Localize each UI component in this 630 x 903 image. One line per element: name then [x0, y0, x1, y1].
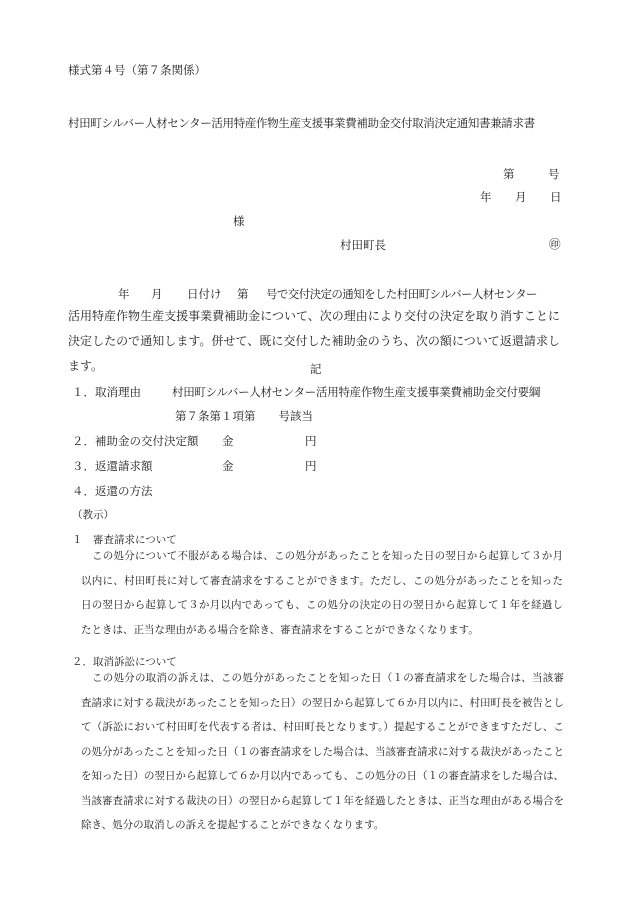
item1-value-line2: 第７条第１項第 号該当 [175, 409, 313, 423]
body-dai: 第 [237, 287, 249, 301]
ki-mark: 記 [310, 362, 322, 376]
item4-label: ４．返還の方法 [72, 484, 153, 498]
date-day: 日 [550, 190, 562, 204]
notice-s2-title: ２．取消訴訟について [72, 656, 177, 668]
notice-s2-text: この処分の取消の訴えは、この処分があったことを知った日（１の審査請求をした場合は、当該審査請求に対する裁決があったことを知った日）の翌日から起算して６か月以内に、村田町長を被告として（訴訟において村田町を代表する者は、村田町長となります。）提起することができますただし、この処分があったことを知った日（１の審査請求をした場合は、当該審査請求に対する裁決があったことを知った日）の翌日から起算して６か月以内であっても、この処分の日（１の審査請求をした場合は、当該審査請求に対する裁決の日）の翌日から起算して１年を経過したときは、正当な理由がある場合を除き、処分の取消しの訴えを提起することができなくなります。 [81, 672, 564, 831]
number-go: 号 [548, 167, 560, 181]
date-year: 年 [480, 190, 492, 204]
body-day: 日付け [187, 287, 222, 301]
item3-yen: 円 [305, 459, 317, 473]
issuer-name: 村田町長 [340, 238, 386, 252]
document-title: 村田町シルバー人材センター活用特産作物生産支援事業費補助金交付取消決定通知書兼請求書 [68, 116, 535, 130]
item3-kin: 金 [222, 459, 234, 473]
notice-s1-title: １ 審査請求について [72, 534, 177, 546]
notice-title: （教示） [72, 509, 114, 521]
addressee-suffix: 様 [233, 214, 245, 228]
number-dai: 第 [503, 167, 515, 181]
seal-mark: ㊞ [549, 237, 561, 251]
body-year: 年 [118, 287, 130, 301]
body-month: 月 [151, 287, 163, 301]
item3-label: ３．返還請求額 [72, 459, 153, 473]
item1-value: 村田町シルバー人材センター活用特産作物生産支援事業費補助金交付要綱 [172, 385, 541, 399]
body-first-line: 号で交付決定の通知をした村田町シルバー人材センター [266, 287, 537, 301]
item2-yen: 円 [305, 434, 317, 448]
item2-kin: 金 [222, 434, 234, 448]
body-paragraph: 活用特産作物生産支援事業費補助金について、次の理由により交付の決定を取り消すことに決定したので通知します。併せて、既に交付した補助金のうち、次の額について返還請求します。 [68, 309, 560, 373]
item1-label: １．取消理由 [72, 385, 141, 399]
form-number: 様式第４号（第７条関係） [68, 63, 206, 77]
date-month: 月 [515, 190, 527, 204]
notice-s1-text: この処分について不服がある場合は、この処分があったことを知った日の翌日から起算して３か月以内に、村田町長に対して審査請求をすることができます。ただし、この処分があったことを知った日の翌日から起算して３か月以内であっても、この処分の決定の日の翌日から起算して１年を経過したときは、正当な理由がある場合を除き、審査請求をすることができなくなります。 [81, 550, 563, 636]
item2-label: ２．補助金の交付決定額 [72, 434, 199, 448]
